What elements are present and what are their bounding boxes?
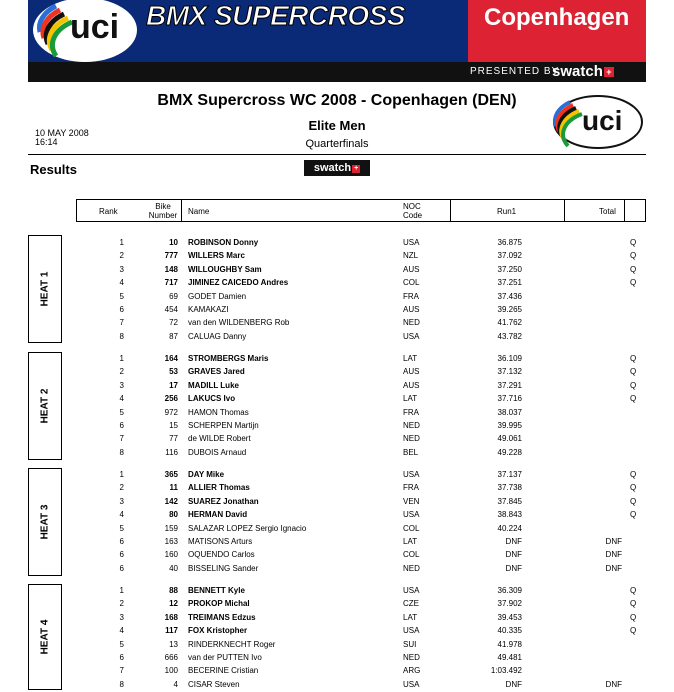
bike-number-cell: 53: [169, 367, 178, 377]
rider-name-cell: FOX Kristopher: [188, 626, 248, 636]
heat-label: HEAT 2: [39, 388, 51, 424]
rank-cell: 4: [119, 394, 124, 404]
category-title: Elite Men: [308, 118, 366, 133]
run1-cell: 37.845: [497, 496, 522, 506]
table-row: [0, 535, 674, 548]
table-row: [0, 379, 674, 392]
table-row: [0, 263, 674, 276]
swiss-cross-icon: +: [354, 165, 359, 172]
rider-name-cell: DAY Mike: [188, 470, 225, 479]
page-title: BMX Supercross WC 2008 - Copenhagen (DEN): [157, 92, 517, 109]
qualified-cell: Q: [630, 380, 637, 390]
run1-cell: 37.137: [497, 470, 522, 479]
table-row: [0, 522, 674, 535]
bike-number-cell: 12: [169, 599, 178, 609]
presented-by-label: PRESENTED BY: [470, 66, 560, 77]
bike-number-cell: 77: [169, 434, 178, 444]
col-divider: [181, 200, 182, 221]
total-cell: DNF: [605, 563, 622, 573]
rank-cell: 5: [119, 639, 124, 649]
run1-cell: 37.738: [497, 483, 522, 493]
noc-code-cell: NED: [403, 318, 420, 328]
rank-cell: 5: [119, 291, 124, 301]
rider-name-cell: SCHERPEN Martijn: [188, 421, 259, 430]
table-row: [0, 584, 674, 597]
rank-cell: 6: [119, 653, 124, 662]
table-row: [0, 597, 674, 610]
rider-name-cell: SALAZAR LOPEZ Sergio Ignacio: [188, 523, 307, 533]
rider-name-cell: WILLERS Marc: [188, 251, 245, 261]
bike-number-cell: 4: [173, 679, 178, 689]
qualified-cell: Q: [630, 496, 637, 506]
bike-number-cell: 88: [169, 586, 178, 595]
bike-number-cell: 40: [169, 563, 178, 573]
header-divider: [28, 154, 646, 155]
run1-cell: 37.092: [497, 251, 522, 261]
run1-cell: DNF: [505, 679, 522, 689]
banner-city: Copenhagen: [484, 4, 630, 31]
col-run1: Run1: [497, 207, 517, 216]
noc-code-cell: LAT: [403, 612, 418, 622]
rider-name-cell: de WILDE Robert: [188, 434, 251, 444]
col-total: Total: [599, 207, 616, 216]
run1-cell: 49.228: [497, 447, 522, 457]
swiss-cross-icon: +: [604, 67, 614, 77]
rank-cell: 3: [119, 380, 124, 390]
noc-code-cell: FRA: [403, 291, 419, 301]
table-row: [0, 392, 674, 405]
noc-code-cell: BEL: [403, 447, 419, 457]
table-header: [76, 199, 646, 222]
rank-cell: 8: [119, 331, 124, 341]
rank-cell: 2: [119, 599, 124, 609]
table-row: [0, 365, 674, 378]
run1-cell: 37.291: [497, 380, 522, 390]
bike-number-cell: 164: [164, 354, 178, 363]
noc-code-cell: LAT: [403, 394, 418, 404]
rank-cell: 2: [119, 367, 124, 377]
bike-number-cell: 15: [169, 421, 178, 430]
rank-cell: 5: [119, 407, 124, 417]
bike-number-cell: 256: [164, 394, 178, 404]
rank-cell: 2: [119, 251, 124, 261]
bike-number-cell: 365: [164, 470, 178, 479]
noc-code-cell: FRA: [403, 483, 419, 493]
rider-name-cell: ALLIER Thomas: [188, 483, 250, 493]
qualified-cell: Q: [630, 483, 637, 493]
col-rank: Rank: [99, 207, 118, 216]
sponsor-badge: swatch +: [304, 160, 370, 176]
rider-name-cell: LAKUCS Ivo: [188, 394, 236, 404]
noc-code-cell: NED: [403, 434, 420, 444]
rider-name-cell: ROBINSON Donny: [188, 238, 259, 247]
table-row: [0, 562, 674, 575]
bike-number-cell: 117: [165, 626, 178, 636]
noc-code-cell: AUS: [403, 367, 420, 377]
col-divider: [450, 200, 451, 221]
col-divider: [564, 200, 565, 221]
run1-cell: 43.782: [497, 331, 522, 341]
qualified-cell: Q: [630, 238, 637, 247]
date-text: 10 MAY 2008: [35, 128, 89, 138]
noc-code-cell: NZL: [403, 251, 419, 261]
run1-cell: 37.436: [497, 291, 522, 301]
rider-name-cell: WILLOUGHBY Sam: [188, 264, 262, 274]
table-row: [0, 664, 674, 677]
noc-code-cell: ARG: [403, 666, 421, 676]
noc-code-cell: VEN: [403, 496, 420, 506]
run1-cell: 41.978: [497, 639, 522, 649]
rank-cell: 8: [119, 447, 124, 457]
run1-cell: 40.224: [497, 523, 522, 533]
noc-code-cell: USA: [403, 510, 420, 520]
table-row: [0, 276, 674, 289]
run1-cell: 37.716: [497, 394, 522, 404]
noc-code-cell: USA: [403, 679, 420, 689]
qualified-cell: Q: [630, 354, 637, 363]
noc-code-cell: USA: [403, 331, 420, 341]
sponsor-logo: swatch +: [552, 63, 614, 80]
bike-number-cell: 160: [164, 550, 178, 560]
rider-name-cell: TREIMANS Edzus: [188, 612, 256, 622]
bike-number-cell: 163: [164, 537, 178, 546]
table-row: [0, 678, 674, 691]
rider-name-cell: van der PUTTEN Ivo: [188, 653, 262, 662]
rider-name-cell: JIMINEZ CAICEDO Andres: [188, 278, 289, 288]
col-bike-number: Bike Number: [148, 202, 178, 220]
table-row: [0, 236, 674, 249]
table-row: [0, 303, 674, 316]
rider-name-cell: CALUAG Danny: [188, 331, 247, 341]
bike-number-cell: 159: [164, 523, 178, 533]
col-noc-code: NOC Code: [403, 202, 423, 220]
rank-cell: 6: [119, 305, 124, 314]
run1-cell: DNF: [505, 550, 522, 560]
bike-number-cell: 454: [164, 305, 178, 314]
table-row: [0, 419, 674, 432]
rider-name-cell: CISAR Steven: [188, 679, 240, 689]
rank-cell: 7: [119, 434, 124, 444]
bike-number-cell: 148: [164, 264, 178, 274]
noc-code-cell: AUS: [403, 305, 420, 314]
rank-cell: 2: [119, 483, 124, 493]
table-row: [0, 495, 674, 508]
rank-cell: 3: [119, 264, 124, 274]
noc-code-cell: USA: [403, 586, 420, 595]
rider-name-cell: MADILL Luke: [188, 380, 239, 390]
bike-number-cell: 13: [169, 639, 178, 649]
bike-number-cell: 17: [169, 380, 178, 390]
noc-code-cell: AUS: [403, 264, 420, 274]
bike-number-cell: 777: [164, 251, 178, 261]
rider-name-cell: BENNETT Kyle: [188, 586, 245, 595]
rider-name-cell: MATISONS Arturs: [188, 537, 253, 546]
run1-cell: 36.875: [497, 238, 522, 247]
section-title: Results: [30, 162, 77, 177]
heat-label: HEAT 1: [39, 271, 51, 307]
run1-cell: 1:03.492: [490, 666, 522, 676]
table-row: [0, 624, 674, 637]
table-row: [0, 468, 674, 481]
rider-name-cell: RINDERKNECHT Roger: [188, 639, 276, 649]
run1-cell: 38.037: [497, 407, 522, 417]
table-row: [0, 481, 674, 494]
qualified-cell: Q: [630, 626, 637, 636]
run1-cell: 38.843: [497, 510, 522, 520]
noc-code-cell: CZE: [403, 599, 419, 609]
table-row: [0, 290, 674, 303]
rider-name-cell: OQUENDO Carlos: [188, 550, 255, 560]
bike-number-cell: 10: [169, 238, 178, 247]
bike-number-cell: 972: [164, 407, 178, 417]
timestamp: [35, 129, 89, 147]
table-row: [0, 548, 674, 561]
qualified-cell: Q: [630, 510, 637, 520]
rank-cell: 1: [119, 238, 124, 247]
rank-cell: 1: [119, 586, 124, 595]
qualified-cell: Q: [630, 599, 637, 609]
table-row: [0, 651, 674, 664]
run1-cell: 36.309: [497, 586, 522, 595]
noc-code-cell: SUI: [403, 639, 417, 649]
table-row: [0, 406, 674, 419]
rank-cell: 1: [119, 470, 124, 479]
rider-name-cell: HAMON Thomas: [188, 407, 249, 417]
rider-name-cell: DUBOIS Arnaud: [188, 447, 247, 457]
rider-name-cell: PROKOP Michal: [188, 599, 250, 609]
table-row: [0, 352, 674, 365]
run1-cell: 40.335: [497, 626, 522, 636]
rank-cell: 7: [119, 666, 124, 676]
rank-cell: 3: [119, 612, 124, 622]
table-row: [0, 330, 674, 343]
bike-number-cell: 116: [165, 447, 178, 457]
rider-name-cell: BISSELING Sander: [188, 563, 259, 573]
rank-cell: 4: [119, 278, 124, 288]
run1-cell: 39.265: [497, 305, 522, 314]
rank-cell: 6: [119, 537, 124, 546]
bike-number-cell: 168: [164, 612, 178, 622]
rider-name-cell: KAMAKAZI: [188, 305, 229, 314]
bike-number-cell: 72: [169, 318, 178, 328]
noc-code-cell: USA: [403, 626, 420, 636]
noc-code-cell: NED: [403, 653, 420, 662]
noc-code-cell: AUS: [403, 380, 420, 390]
noc-code-cell: NED: [403, 421, 420, 430]
run1-cell: 37.132: [497, 367, 522, 377]
rider-name-cell: BECERINE Cristian: [188, 666, 259, 676]
bike-number-cell: 87: [169, 331, 178, 341]
table-row: [0, 446, 674, 459]
uci-logo-text: uci: [582, 105, 623, 136]
bike-number-cell: 666: [164, 653, 178, 662]
event-banner: [28, 0, 646, 82]
rider-name-cell: HERMAN David: [188, 510, 248, 520]
col-divider: [624, 200, 625, 221]
heat-label: HEAT 4: [39, 619, 51, 655]
rank-cell: 6: [119, 563, 124, 573]
noc-code-cell: LAT: [403, 537, 418, 546]
run1-cell: DNF: [505, 537, 522, 546]
qualified-cell: Q: [630, 586, 637, 595]
run1-cell: 41.762: [497, 318, 522, 328]
run1-cell: 49.061: [497, 434, 522, 444]
rank-cell: 8: [119, 679, 124, 689]
col-name: Name: [188, 207, 210, 216]
run1-cell: 39.995: [497, 421, 522, 430]
qualified-cell: Q: [630, 264, 637, 274]
bike-number-cell: 80: [169, 510, 178, 520]
run1-cell: 36.109: [497, 354, 522, 363]
total-cell: DNF: [605, 550, 622, 560]
banner-title: BMX SUPERCROSS: [146, 0, 406, 31]
rank-cell: 4: [119, 510, 124, 520]
bike-number-cell: 100: [164, 666, 178, 676]
noc-code-cell: COL: [403, 523, 420, 533]
table-row: [0, 638, 674, 651]
rider-name-cell: GRAVES Jared: [188, 367, 245, 377]
run1-cell: 39.453: [497, 612, 522, 622]
bike-number-cell: 142: [164, 496, 178, 506]
rank-cell: 6: [119, 421, 124, 430]
rider-name-cell: SUAREZ Jonathan: [188, 496, 259, 506]
qualified-cell: Q: [630, 470, 637, 479]
heat-label: HEAT 3: [39, 504, 51, 540]
noc-code-cell: NED: [403, 563, 420, 573]
uci-banner-logo-text: uci: [70, 8, 120, 46]
qualified-cell: Q: [630, 278, 637, 288]
rider-name-cell: van den WILDENBERG Rob: [188, 318, 290, 328]
bike-number-cell: 717: [164, 278, 178, 288]
rider-name-cell: STROMBERGS Maris: [188, 354, 269, 363]
rank-cell: 7: [119, 318, 124, 328]
uci-banner-logo: [30, 0, 140, 62]
table-row: [0, 611, 674, 624]
rank-cell: 4: [119, 626, 124, 636]
qualified-cell: Q: [630, 394, 637, 404]
time-text: 16:14: [35, 137, 58, 147]
rank-cell: 5: [119, 523, 124, 533]
total-cell: DNF: [605, 679, 622, 689]
table-row: [0, 432, 674, 445]
table-row: [0, 249, 674, 262]
round-title: Quarterfinals: [305, 138, 369, 150]
noc-code-cell: COL: [403, 550, 420, 560]
qualified-cell: Q: [630, 612, 637, 622]
run1-cell: 37.250: [497, 264, 522, 274]
noc-code-cell: FRA: [403, 407, 419, 417]
table-row: [0, 316, 674, 329]
run1-cell: 49.481: [497, 653, 522, 662]
uci-logo: [548, 92, 644, 150]
noc-code-cell: USA: [403, 238, 420, 247]
qualified-cell: Q: [630, 251, 637, 261]
run1-cell: 37.251: [497, 278, 522, 288]
noc-code-cell: LAT: [403, 354, 418, 363]
qualified-cell: Q: [630, 367, 637, 377]
bike-number-cell: 69: [169, 291, 178, 301]
bike-number-cell: 11: [169, 483, 178, 493]
run1-cell: 37.902: [497, 599, 522, 609]
rank-cell: 1: [119, 354, 124, 363]
rider-name-cell: GODET Damien: [188, 291, 247, 301]
noc-code-cell: USA: [403, 470, 420, 479]
noc-code-cell: COL: [403, 278, 420, 288]
total-cell: DNF: [605, 537, 622, 546]
run1-cell: DNF: [505, 563, 522, 573]
rank-cell: 6: [119, 550, 124, 560]
table-row: [0, 508, 674, 521]
rank-cell: 3: [119, 496, 124, 506]
